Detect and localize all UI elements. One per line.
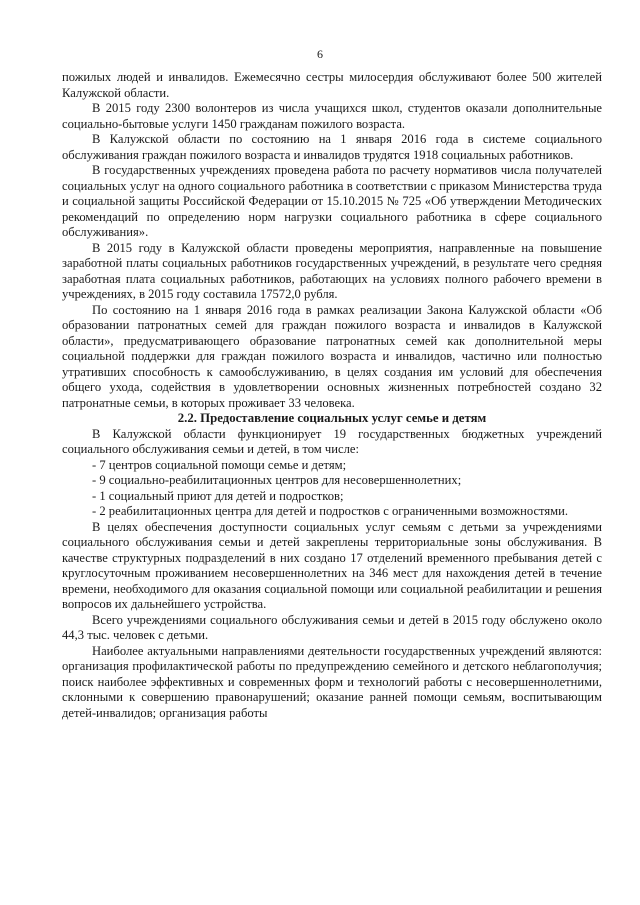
paragraph: Наиболее актуальными направлениями деятельности государственных учреждений являются: организация профилактической работы по предупреждению семейного и детского неблагополучия; поиск наиболее эффективных и современных форм и технологий работы с несовершеннолетними, склонными к совершению правонарушений; оказание ранней помощи семьям, воспитывающим детей-инвалидов; организация работы (62, 643, 602, 720)
list-item: - 1 социальный приют для детей и подростков; (92, 488, 344, 503)
list-item: - 9 социально-реабилитационных центров для несовершеннолетних; (92, 473, 462, 487)
paragraph: В целях обеспечения доступности социальных услуг семьям с детьми за учреждениями социального обслуживания семьи и детей закреплены территориальные зоны обслуживания. В качестве структурных подразделений в них создано 17 отделений временного пребывания детей с круглосуточным проживанием несовершеннолетних на 346 мест для нахождения детей в течение времени, необходимого для оказания социальной помощи или социальной реабилитации и решения вопросов их дальнейшего устройства. (62, 519, 602, 611)
paragraph: В Калужской области по состоянию на 1 января 2016 года в системе социального обслуживания граждан пожилого возраста и инвалидов трудятся 1918 социальных работников. (62, 132, 602, 162)
paragraph: По состоянию на 1 января 2016 года в рамках реализации Закона Калужской области «Об образовании патронатных семей для граждан пожилого возраста и инвалидов в Калужской области», предусматривающего образование патронатных семей как дополнительной меры социальной поддержки для граждан пожилого возраста и инвалидов, частично или полностью утративших способность к самообслуживанию, в целях создания им условий для обеспечения общего ухода, содействия в удовлетворении основных жизненных потребностей создано 32 патронатные семьи, в которых проживает 33 человека. (62, 302, 602, 410)
paragraphs-after (62, 427, 602, 722)
section-heading: 2.2. Предоставление социальных услуг семье и детям (177, 411, 487, 425)
document-body (62, 70, 602, 721)
paragraph: Всего учреждениями социального обслуживания семьи и детей в 2015 году обслужено около 44,3 тыс. человек с детьми. (62, 612, 602, 642)
paragraph: В государственных учреждениях проведена работа по расчету нормативов числа получателей социальных услуг на одного социального работника в соответствии с приказом Министерства труда и социальной защиты Российской Федерации от 15.10.2015 № 725 «Об утверждении Методических рекомендаций по определению норм нагрузки социального работника в сфере социального обслуживания». (62, 163, 602, 239)
list-item: - 7 центров социальной помощи семье и детям; (92, 457, 347, 472)
paragraphs-before (62, 70, 602, 411)
paragraph: пожилых людей и инвалидов. Ежемесячно сестры милосердия обслуживают более 500 жителей Калужской области. (62, 70, 602, 100)
paragraph: В 2015 году 2300 волонтеров из числа учащихся школ, студентов оказали дополнительные социально-бытовые услуги 1450 гражданам пожилого возраста. (62, 101, 602, 131)
paragraph: В 2015 году в Калужской области проведены мероприятия, направленные на повышение заработной платы социальных работников государственных учреждений, в результате чего средняя заработная плата социальных работников, работающих на условиях полного рабочего времени в учреждениях, в 2015 году составила 17572,0 рубля. (62, 240, 602, 301)
page-number: 6 (317, 47, 323, 61)
paragraph: В Калужской области функционирует 19 государственных бюджетных учреждений социального обслуживания семьи и детей, в том числе: (62, 426, 602, 456)
list-item: - 2 реабилитационных центра для детей и подростков с ограниченными возможностями. (92, 504, 569, 518)
